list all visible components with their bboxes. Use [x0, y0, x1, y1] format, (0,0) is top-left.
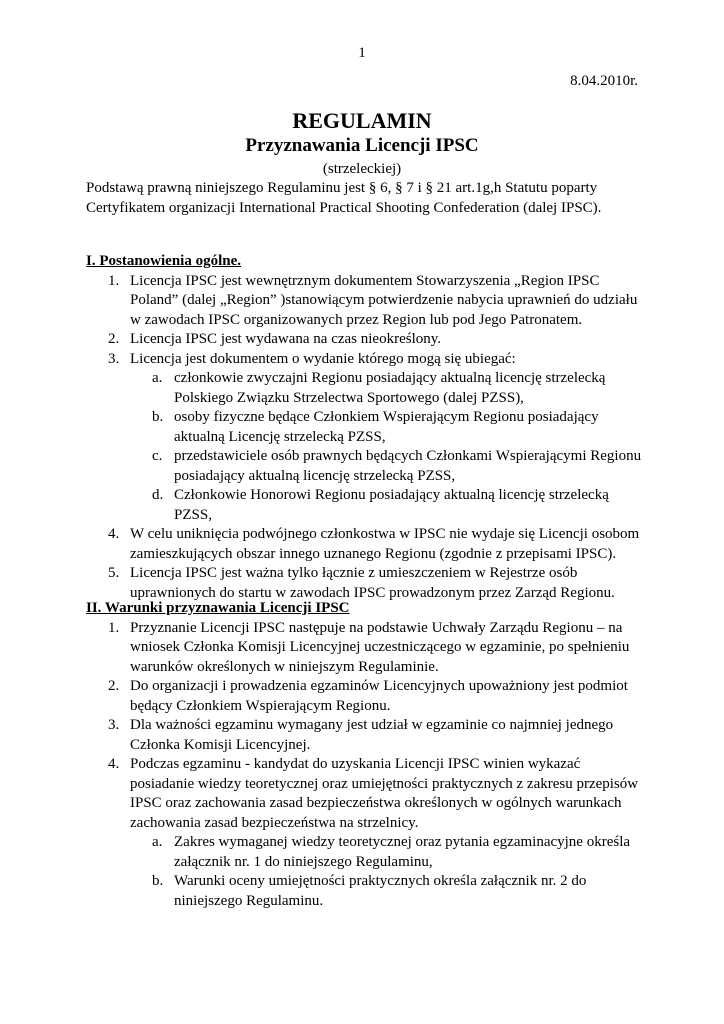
document-date: 8.04.2010r.	[570, 73, 638, 89]
sub-list-item-text: Członkowie Honorowi Regionu posiadający aktualną licencję strzelecką PZSS,	[174, 487, 609, 523]
sub-list-letter: a.	[152, 370, 163, 386]
sub-list-item	[86, 447, 646, 486]
sub-list-item-text: członkowie zwyczajni Regionu posiadający aktualną licencję strzelecką Polskiego Związku Strzelectwa Sportowego (dalej PZSS),	[174, 370, 606, 406]
list-item	[86, 677, 646, 716]
sub-list-letter: d.	[152, 487, 164, 503]
sub-list-item-text: Zakres wymaganej wiedzy teoretycznej oraz pytania egzaminacyjne określa załącznik nr. 1 do niniejszego Regulaminu,	[174, 834, 631, 870]
list-number: 1.	[108, 619, 120, 636]
list-item-text: Licencja jest dokumentem o wydanie którego mogą się ubiegać:	[130, 350, 516, 367]
sub-list-letter: b.	[152, 873, 164, 889]
list-item	[86, 619, 646, 678]
list-item-text: Dla ważności egzaminu wymagany jest udział w egzaminie co najmniej jednego Członka Komisji Licencyjnej.	[130, 717, 614, 753]
list-item	[86, 564, 646, 603]
list-item	[86, 272, 646, 331]
list-item-text: Przyznanie Licencji IPSC następuje na podstawie Uchwały Zarządu Regionu – na wniosek Członka Komisji Licencyjnej uczestniczącego w egzaminie, po spełnieniu warunków określonych w niniejszym Regulaminie.	[130, 619, 630, 675]
section-license-conditions	[86, 599, 646, 911]
sub-list-item-text: osoby fizyczne będące Członkiem Wspierającym Regionu posiadający aktualną Licencję strzelecką PZSS,	[174, 409, 599, 445]
list-item	[86, 716, 646, 755]
list-number: 4.	[108, 756, 120, 772]
page-number: 1	[358, 45, 366, 61]
sub-list-letter: b.	[152, 409, 164, 425]
list-item	[86, 330, 646, 350]
document-subtitle-note: (strzeleckiej)	[322, 161, 402, 177]
list-number: 3.	[108, 350, 120, 367]
sub-list-item-text: Warunki oceny umiejętności praktycznych określa załącznik nr. 2 do niniejszego Regulaminu.	[174, 873, 587, 909]
list-item-text: Licencja IPSC jest ważna tylko łącznie z umieszczeniem w Rejestrze osób uprawnionych do startu w zawodach IPSC prowadzonym przez Zarząd Regionu.	[130, 565, 615, 601]
sub-list-item	[86, 408, 646, 447]
list-number: 2.	[108, 678, 120, 694]
sub-list-item-text: przedstawiciele osób prawnych będących Członkami Wspierającymi Regionu posiadający aktualną licencję strzelecką PZSS,	[174, 448, 642, 484]
sub-list-item	[86, 369, 646, 408]
list-number: 3.	[108, 717, 120, 733]
sub-list-item	[86, 872, 646, 911]
sub-list-letter: c.	[152, 448, 163, 464]
list-item	[86, 525, 646, 564]
list-number: 4.	[108, 526, 120, 542]
section-heading: II. Warunki przyznawania Licencji IPSC	[86, 600, 350, 616]
list-item-text: W celu uniknięcia podwójnego członkostwa w IPSC nie wydaje się Licencji osobom zamieszkujących obszar innego uznanego Regionu (zgodnie z przepisami IPSC).	[130, 526, 640, 562]
list-number: 5.	[108, 565, 120, 581]
list-number: 2.	[108, 331, 120, 347]
sub-list-item	[86, 833, 646, 872]
document-title: REGULAMIN	[292, 108, 432, 133]
list-item-text: Licencja IPSC jest wewnętrznym dokumentem Stowarzyszenia „Region IPSC Poland” (dalej „Region” )stanowiącym potwierdzenie nabycia uprawnień do udziału w zawodach IPSC organizowanych przez Region lub pod Jego Patronatem.	[130, 272, 638, 328]
section-heading: I. Postanowienia ogólne.	[86, 253, 242, 269]
list-number: 1.	[108, 272, 120, 289]
list-item-text: Do organizacji i prowadzenia egzaminów Licencyjnych upoważniony jest podmiot będący Członkiem Wspierającym Regionu.	[130, 678, 628, 714]
sub-list-letter: a.	[152, 834, 163, 850]
list-item	[86, 350, 646, 370]
sub-list-item	[86, 486, 646, 525]
list-item-text: Licencja IPSC jest wydawana na czas nieokreślony.	[130, 331, 442, 347]
list-item	[86, 755, 646, 833]
intro-paragraph: Podstawą prawną niniejszego Regulaminu jest § 6, § 7 i § 21 art.1g,h Statutu poparty Certyfikatem organizacji International Practical Shooting Confederation (dalej IPSC).	[86, 180, 602, 216]
section-general-provisions	[86, 252, 646, 603]
list-item-text: Podczas egzaminu - kandydat do uzyskania Licencji IPSC winien wykazać posiadanie wiedzy teoretycznej oraz umiejętności praktycznych z zakresu przepisów IPSC oraz zachowania zasad bezpieczeństwa określonych w ogólnych warunkach zachowania zasad bezpieczeństwa na strzelnicy.	[130, 756, 639, 831]
document-subtitle: Przyznawania Licencji IPSC	[245, 135, 479, 156]
